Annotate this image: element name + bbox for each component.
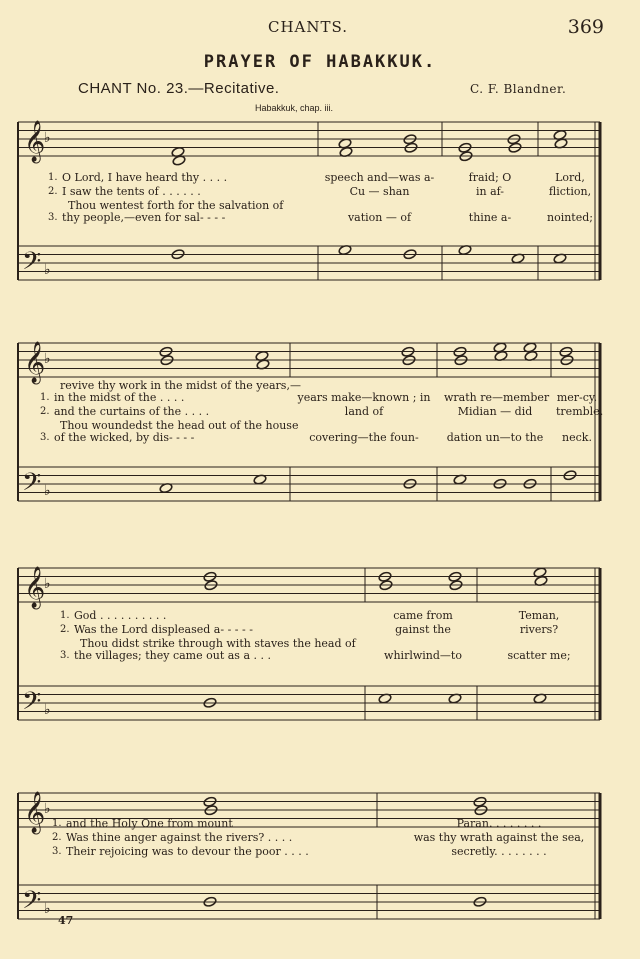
lyric-segment: in the midst of the . . . . <box>54 391 185 404</box>
flat-icon: ♭ <box>44 576 51 592</box>
lyric-line: Thou woundedst the head out of the house <box>60 419 299 432</box>
lyric-segment: Midian — did <box>457 405 533 418</box>
lyric-segment: vation — of <box>347 211 412 224</box>
lyric-segment: and the curtains of the . . . . <box>54 405 210 418</box>
lyric-segment: gainst the <box>395 623 451 636</box>
lyric-segment: wrath re—member <box>444 391 550 404</box>
flat-icon: ♭ <box>44 801 51 817</box>
verse-number: 2. <box>48 186 58 197</box>
lyric-segment: of the wicked, by dis- - - - <box>54 431 195 444</box>
lyric-segment: the villages; they came out as a . . . <box>74 649 271 662</box>
composer: C. F. Blandner. <box>470 82 567 96</box>
treble-clef-icon: 𝄞 <box>24 342 46 383</box>
lyric-segment: was thy wrath against the sea, <box>413 831 585 844</box>
lyric-segment: scatter me; <box>507 649 571 662</box>
verse-number: 2. <box>52 832 62 843</box>
bass-clef-icon: 𝄢 <box>22 468 42 503</box>
lyric-segment: dation un—to the <box>446 431 544 444</box>
flat-icon: ♭ <box>44 130 51 146</box>
verse-number: 3. <box>60 650 70 661</box>
flat-icon: ♭ <box>44 901 51 917</box>
flat-icon: ♭ <box>44 702 51 718</box>
lyric-segment: Was the Lord displeased a- - - - - <box>74 623 253 636</box>
lyric-segment: tremble. <box>556 405 604 418</box>
flat-icon: ♭ <box>44 351 51 367</box>
lyric-segment: O Lord, I have heard thy . . . . <box>62 171 228 184</box>
signature-mark: 47 <box>58 914 74 927</box>
verse-number: 3. <box>40 432 50 443</box>
treble-clef-icon: 𝄞 <box>24 792 46 833</box>
lyric-segment: Paran. . . . . . . . <box>456 817 542 830</box>
flat-icon: ♭ <box>44 483 51 499</box>
lyric-segment: years make—known ; in <box>297 391 431 404</box>
verse-number: 2. <box>60 624 70 635</box>
verse-number: 1. <box>52 818 62 829</box>
lyric-segment: Teman, <box>518 609 560 622</box>
treble-clef-icon: 𝄞 <box>24 567 46 608</box>
flat-icon: ♭ <box>44 262 51 278</box>
lyric-segment: fraid; O <box>468 171 512 184</box>
verse-number: 1. <box>60 610 70 621</box>
lyric-segment: covering—the foun- <box>309 431 419 444</box>
chant-name: CHANT No. 23.—Recitative. <box>78 80 280 97</box>
lyric-segment: fliction, <box>548 185 592 198</box>
page-title: PRAYER OF HABAKKUK. <box>203 52 437 72</box>
lyric-segment: whirlwind—to <box>384 649 462 662</box>
verse-number: 3. <box>52 846 62 857</box>
lyric-segment: God . . . . . . . . . . <box>74 609 167 622</box>
running-title: CHANTS. <box>268 18 349 36</box>
verse-number: 3. <box>48 212 58 223</box>
lyric-segment: came from <box>393 609 453 622</box>
lyric-line: revive thy work in the midst of the years,— <box>60 379 301 392</box>
lyric-segment: nointed; <box>547 211 593 224</box>
verse-number: 1. <box>40 392 50 403</box>
lyric-segment: Lord, <box>555 171 585 184</box>
lyric-segment: secretly. . . . . . . . <box>451 845 547 858</box>
page-number: 369 <box>567 16 604 38</box>
lyric-segment: in af- <box>475 185 505 198</box>
scripture-reference: Habakkuk, chap. iii. <box>255 103 334 113</box>
verse-number: 2. <box>40 406 50 417</box>
lyric-line: Thou wentest forth for the salvation of <box>68 199 284 212</box>
lyric-segment: neck. <box>562 431 592 444</box>
lyric-segment: mer-cy. <box>556 391 598 404</box>
lyric-segment: Was thine anger against the rivers? . . . . <box>66 831 293 844</box>
lyric-segment: thy people,—even for sal- - - - <box>62 211 226 224</box>
bass-clef-icon: 𝄢 <box>22 687 42 722</box>
treble-clef-icon: 𝄞 <box>24 121 46 162</box>
lyric-segment: land of <box>344 405 384 418</box>
bass-clef-icon: 𝄢 <box>22 886 42 921</box>
lyric-segment: rivers? <box>519 623 559 636</box>
lyric-line: Thou didst strike through with staves the head of <box>80 637 356 650</box>
lyric-segment: speech and—was a- <box>324 171 435 184</box>
verse-number: 1. <box>48 172 58 183</box>
lyric-segment: I saw the tents of . . . . . . <box>62 185 201 198</box>
lyric-segment: Their rejoicing was to devour the poor . . . . <box>66 845 309 858</box>
lyric-segment: thine a- <box>468 211 512 224</box>
lyric-segment: and the Holy One from mount <box>66 817 233 830</box>
bass-clef-icon: 𝄢 <box>22 247 42 282</box>
lyric-segment: Cu — shan <box>349 185 410 198</box>
